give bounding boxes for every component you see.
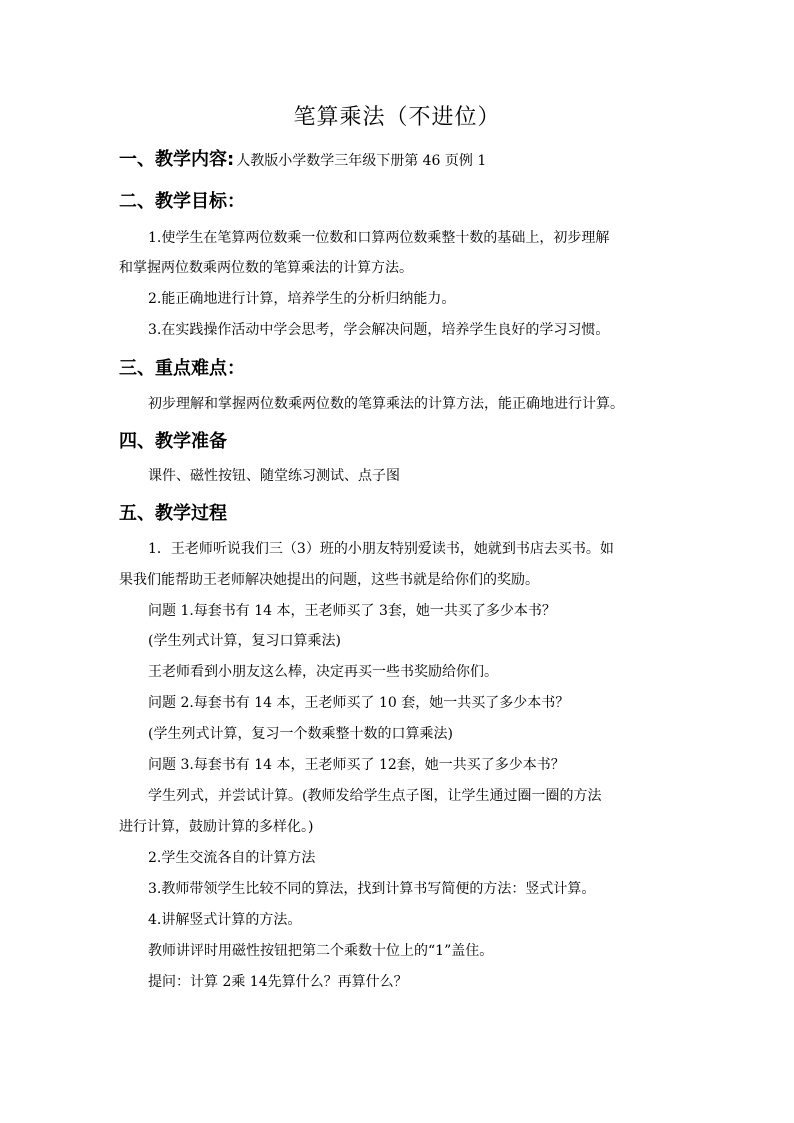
- keypoints-text: 初步理解和掌握两位数乘两位数的笔算乘法的计算方法，能正确地进行计算。: [148, 396, 624, 412]
- goal-2: 2.能正确地进行计算，培养学生的分析归纳能力。: [148, 291, 456, 307]
- section-heading-goals: 二、教学目标：: [119, 191, 245, 212]
- section-heading-process: 五、教学过程: [119, 503, 227, 524]
- goal-3: 3.在实践操作活动中学会思考，学会解决问题，培养学生良好的学习习惯。: [148, 322, 610, 338]
- cover-text: 教师讲评时用磁性按钮把第二个乘数十位上的“1”盖住。: [148, 943, 494, 959]
- process-1-line-2: 果我们能帮助王老师解决她提出的问题，这些书就是给你们的奖励。: [119, 572, 539, 588]
- praise-text: 王老师看到小朋友这么棒，决定再买一些书奖励给你们。: [148, 664, 498, 680]
- step-3: 3.教师带领学生比较不同的算法，找到计算书写简便的方法：竖式计算。: [148, 881, 596, 897]
- question-2: 问题 2.每套书有 14 本，王老师买了 10 套，她一共买了多少本书？: [148, 695, 570, 711]
- section-heading-keypoints: 三、重点难点：: [119, 358, 245, 379]
- section-heading-content: 一、教学内容: 人教版小学数学三年级下册第 46 页例 1: [119, 149, 487, 170]
- question-2-note: (学生列式计算，复习一个数乘整十数的口算乘法): [148, 726, 453, 742]
- section-heading-content-label: 一、教学内容: [119, 149, 227, 170]
- goal-1-line-2: 和掌握两位数乘两位数的笔算乘法的计算方法。: [119, 260, 413, 276]
- question-3: 问题 3.每套书有 14 本，王老师买了 12套，她一共买了多少本书？: [148, 757, 565, 773]
- prep-text: 课件、磁性按钮、随堂练习测试、点子图: [148, 468, 400, 484]
- page-title: 笔算乘法（不进位）: [293, 105, 501, 130]
- question-1: 问题 1.每套书有 14 本，王老师买了 3套，她一共买了多少本书？: [148, 603, 556, 619]
- try-line-1: 学生列式，并尝试计算。(教师发给学生点子图，让学生通过圈一圈的方法: [148, 788, 602, 804]
- ask-text: 提问：计算 2乘 14先算什么？再算什么？: [148, 974, 408, 990]
- step-2: 2.学生交流各自的计算方法: [148, 850, 316, 866]
- process-1-line-1: 1．王老师听说我们三（3）班的小朋友特别爱读书，她就到书店去买书。如: [148, 541, 614, 557]
- step-4: 4.讲解竖式计算的方法。: [148, 912, 302, 928]
- teaching-content-text: 人教版小学数学三年级下册第 46 页例 1: [236, 153, 487, 169]
- question-1-note: (学生列式计算，复习口算乘法): [148, 633, 341, 649]
- goal-1-line-1: 1.使学生在笔算两位数乘一位数和口算两位数乘整十数的基础上，初步理解: [148, 230, 610, 246]
- section-heading-prep: 四、教学准备: [119, 431, 227, 452]
- try-line-2: 进行计算，鼓励计算的多样化。): [119, 819, 314, 835]
